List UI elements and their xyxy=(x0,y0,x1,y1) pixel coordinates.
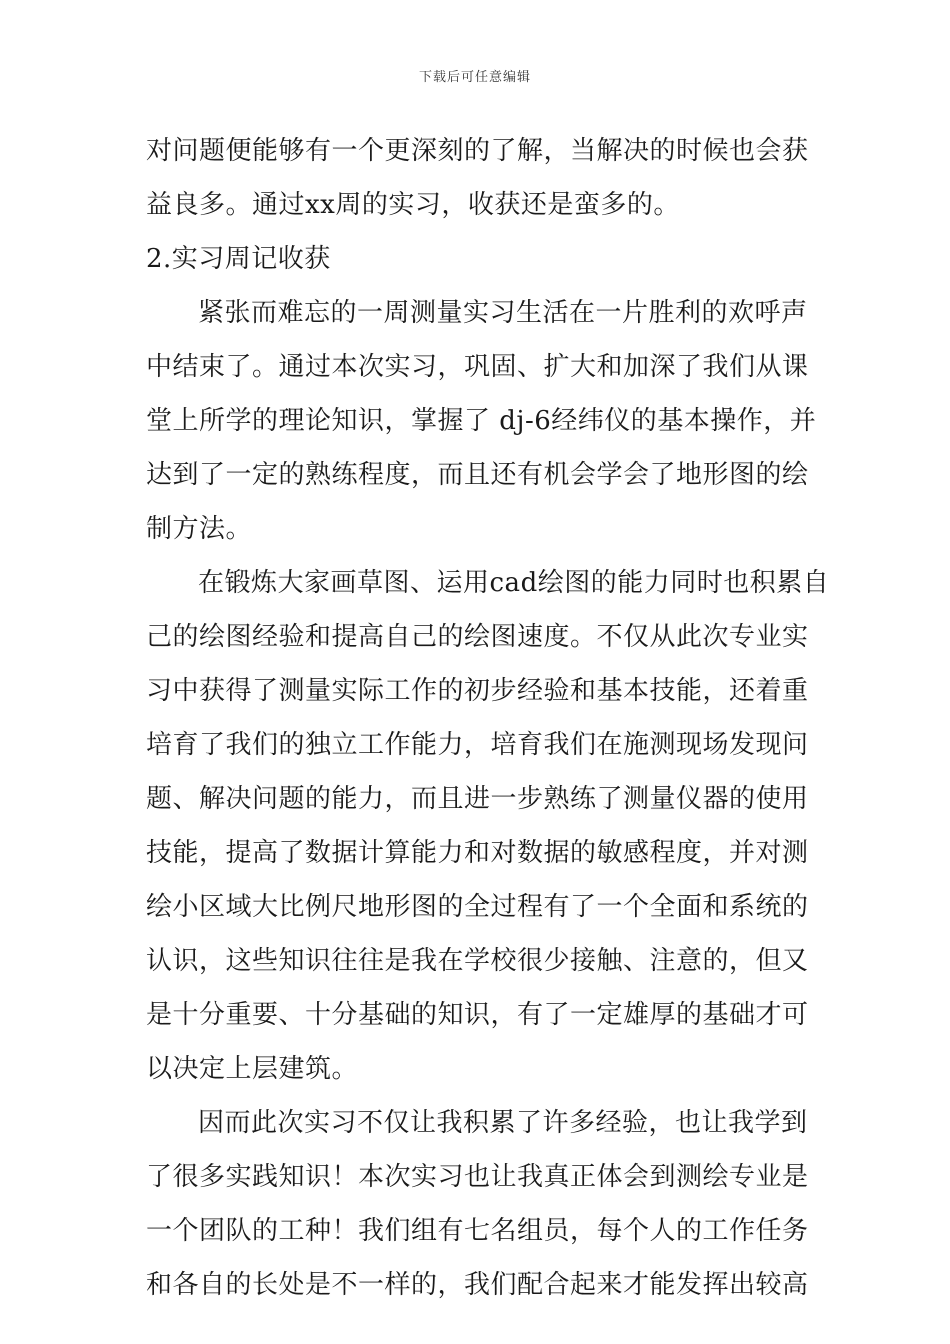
text-line: 和各自的长处是不一样的，我们配合起来才能发挥出较高 xyxy=(146,1270,809,1300)
text-line: 一个团队的工种！我们组有七名组员，每个人的工作任务 xyxy=(146,1216,809,1246)
text-line: 中结束了。通过本次实习，巩固、扩大和加深了我们从课 xyxy=(146,352,809,382)
text-line: 制方法。 xyxy=(146,514,253,544)
document-body xyxy=(146,124,830,1312)
header-note: 下载后可任意编辑 xyxy=(418,70,531,85)
paragraph-first-line: 因而此次实习不仅让我积累了许多经验，也让我学到 xyxy=(198,1108,808,1138)
text-line: 以决定上层建筑。 xyxy=(146,1054,359,1084)
text-line: 技能，提高了数据计算能力和对数据的敏感程度，并对测 xyxy=(146,838,809,868)
text-line: 题、解决问题的能力，而且进一步熟练了测量仪器的使用 xyxy=(146,784,809,814)
text-line: 培育了我们的独立工作能力，培育我们在施测现场发现问 xyxy=(146,730,809,760)
text-line: 是十分重要、十分基础的知识，有了一定雄厚的基础才可 xyxy=(146,1000,809,1030)
text-line: 习中获得了测量实际工作的初步经验和基本技能，还着重 xyxy=(146,676,809,706)
text-line: 对问题便能够有一个更深刻的了解，当解决的时候也会获 xyxy=(146,136,809,166)
text-line: 堂上所学的理论知识，掌握了 dj-6经纬仪的基本操作，并 xyxy=(146,406,817,436)
text-line: 己的绘图经验和提高自己的绘图速度。不仅从此次专业实 xyxy=(146,622,809,652)
paragraph-first-line: 在锻炼大家画草图、运用cad绘图的能力同时也积累自 xyxy=(198,568,830,598)
text-line: 了很多实践知识！本次实习也让我真正体会到测绘专业是 xyxy=(146,1162,809,1192)
text-line: 达到了一定的熟练程度，而且还有机会学会了地形图的绘 xyxy=(146,460,809,490)
text-line: 益良多。通过xx周的实习，收获还是蛮多的。 xyxy=(146,190,680,220)
text-line: 绘小区域大比例尺地形图的全过程有了一个全面和系统的 xyxy=(146,892,809,922)
text-line: 认识，这些知识往往是我在学校很少接触、注意的，但又 xyxy=(146,946,809,976)
paragraph-first-line: 紧张而难忘的一周测量实习生活在一片胜利的欢呼声 xyxy=(198,298,808,328)
section-heading: 2.实习周记收获 xyxy=(146,244,331,274)
